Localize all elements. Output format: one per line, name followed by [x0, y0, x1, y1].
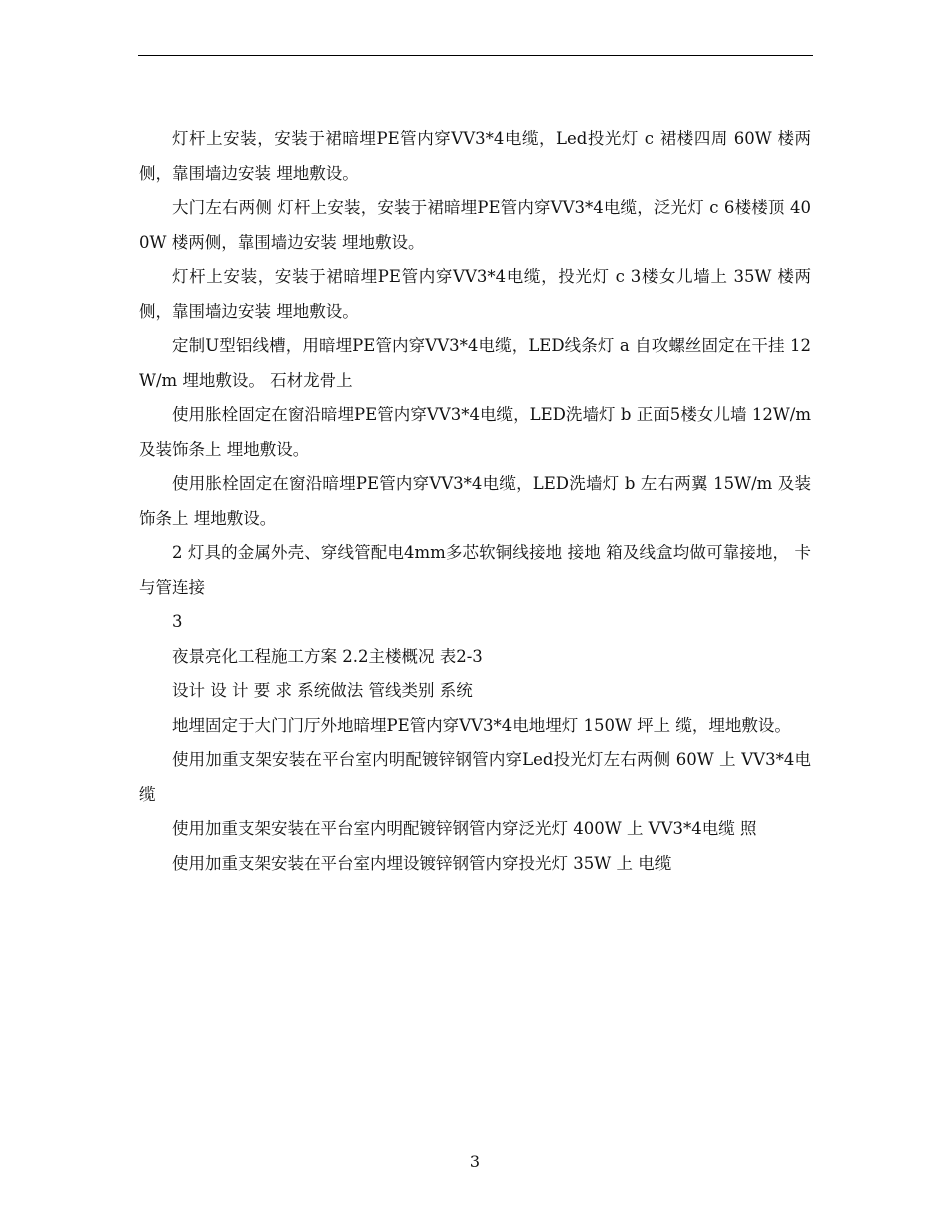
paragraph-4: 定制U型铝线槽，用暗埋PE管内穿VV3*4电缆，LED线条灯 a 自攻螺丝固定在干挂 12W/m 埋地敷设。 石材龙骨上	[139, 336, 811, 390]
paragraph-7: 2 灯具的金属外壳、穿线管配电4mm多芯软铜线接地 接地 箱及线盒均做可靠接地， 卡与管连接	[139, 543, 811, 597]
paragraph-14: 使用加重支架安装在平台室内埋设镀锌钢管内穿投光灯 35W 上 电缆	[172, 853, 672, 873]
paragraph-8: 3	[172, 612, 183, 631]
document-body	[139, 122, 811, 881]
paragraph-9: 夜景亮化工程施工方案 2.2主楼概况 表2-3	[172, 646, 483, 666]
header-rule	[138, 55, 813, 56]
paragraph-10: 设计 设 计 要 求 系统做法 管线类别 系统	[172, 681, 473, 700]
page-number: 3	[469, 1152, 481, 1171]
paragraph-11: 地埋固定于大门门厅外地暗埋PE管内穿VV3*4电地埋灯 150W 坪上 缆，埋地敷设。	[172, 715, 791, 735]
paragraph-1: 灯杆上安装，安装于裙暗埋PE管内穿VV3*4电缆，Led投光灯 c 裙楼四周 60W 楼两侧，靠围墙边安装 埋地敷设。	[139, 129, 811, 183]
paragraph-2: 大门左右两侧 灯杆上安装，安装于裙暗埋PE管内穿VV3*4电缆，泛光灯 c 6楼楼顶 400W 楼两侧，靠围墙边安装 埋地敷设。	[139, 198, 811, 252]
paragraph-13: 使用加重支架安装在平台室内明配镀锌钢管内穿泛光灯 400W 上 VV3*4电缆 照	[172, 819, 757, 838]
paragraph-3: 灯杆上安装，安装于裙暗埋PE管内穿VV3*4电缆，投光灯 c 3楼女儿墙上 35W 楼两侧，靠围墙边安装 埋地敷设。	[139, 267, 811, 321]
paragraph-12: 使用加重支架安装在平台室内明配镀锌钢管内穿Led投光灯左右两侧 60W 上 VV3*4电缆	[139, 750, 811, 804]
paragraph-5: 使用胀栓固定在窗沿暗埋PE管内穿VV3*4电缆，LED洗墙灯 b 正面5楼女儿墙 12W/m 及装饰条上 埋地敷设。	[139, 405, 811, 459]
paragraph-6: 使用胀栓固定在窗沿暗埋PE管内穿VV3*4电缆，LED洗墙灯 b 左右两翼 15W/m 及装饰条上 埋地敷设。	[139, 474, 811, 528]
